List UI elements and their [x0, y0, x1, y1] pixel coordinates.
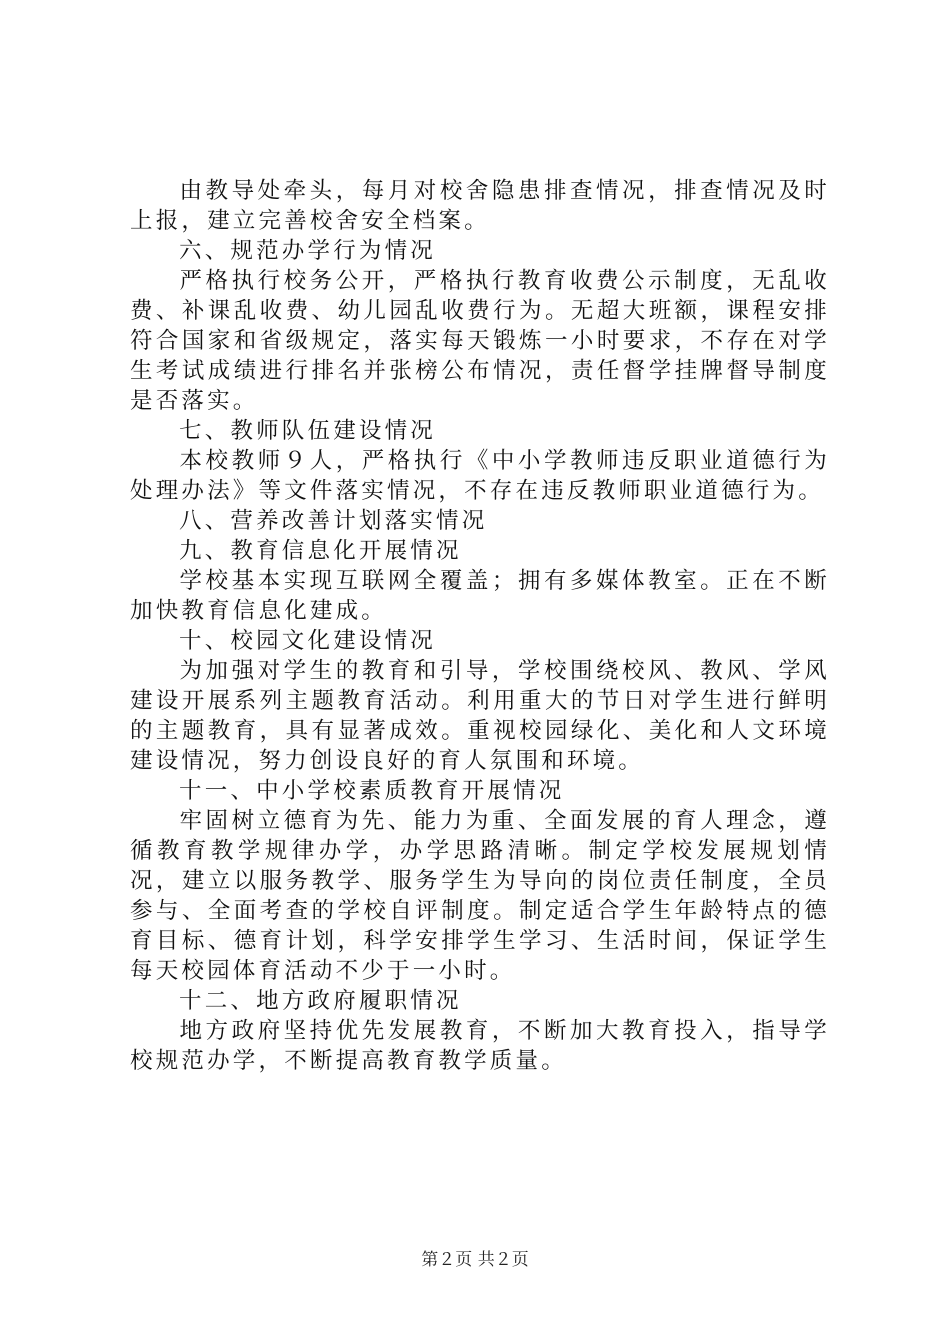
page-footer — [0, 1245, 950, 1270]
section-heading: 十、校园文化建设情况 — [179, 628, 437, 654]
paragraph: 牢固树立德育为先、能力为重、全面发展的育人理念，遵循教育教学规律办学，办学思路清晰。制定学校发展规划情况，建立以服务教学、服务学生为导向的岗位责任制度，全员参与、全面考查的学校自评制度。制定适合学生年龄特点的德育目标、德育计划，科学安排学生学习、生活时间，保证学生每天校园体育活动不少于一小时。 — [130, 808, 830, 984]
paragraph: 本校教师９人，严格执行《中小学教师违反职业道德行为处理办法》等文件落实情况，不存在违反教师职业道德行为。 — [130, 448, 830, 504]
paragraph: 为加强对学生的教育和引导，学校围绕校风、教风、学风建设开展系列主题教育活动。利用重大的节日对学生进行鲜明的主题教育，具有显著成效。重视校园绿化、美化和人文环境建设情况，努力创设良好的育人氛围和环境。 — [130, 658, 830, 774]
paragraph: 学校基本实现互联网全覆盖；拥有多媒体教室。正在不断加快教育信息化建成。 — [130, 568, 830, 624]
section-heading: 七、教师队伍建设情况 — [179, 418, 437, 444]
paragraph: 地方政府坚持优先发展教育，不断加大教育投入，指导学校规范办学，不断提高教育教学质量。 — [130, 1018, 830, 1074]
document-body — [130, 176, 830, 1076]
section-heading: 九、教育信息化开展情况 — [179, 538, 462, 564]
section-heading: 六、规范办学行为情况 — [179, 238, 437, 264]
paragraph: 由教导处牵头，每月对校舍隐患排查情况，排查情况及时上报，建立完善校舍安全档案。 — [130, 178, 830, 234]
page-number-label: 第２页 共２页 — [421, 1250, 529, 1270]
section-heading: 十二、地方政府履职情况 — [179, 988, 462, 1014]
section-heading: 十一、中小学校素质教育开展情况 — [179, 778, 565, 804]
section-heading: 八、营养改善计划落实情况 — [179, 508, 488, 534]
paragraph: 严格执行校务公开，严格执行教育收费公示制度，无乱收费、补课乱收费、幼儿园乱收费行为。无超大班额，课程安排符合国家和省级规定，落实每天锻炼一小时要求，不存在对学生考试成绩进行排名并张榜公布情况，责任督学挂牌督导制度是否落实。 — [130, 268, 830, 414]
